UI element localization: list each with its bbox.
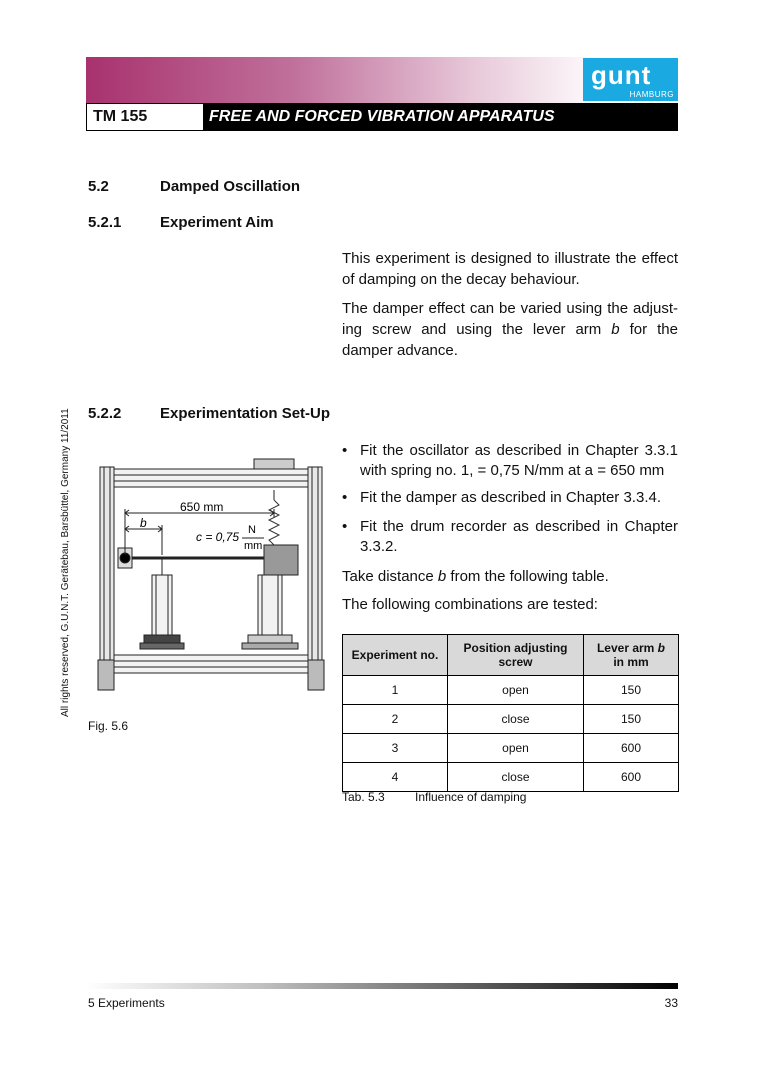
table-row: 1 open 150: [343, 676, 679, 705]
c-label: c = 0,75: [196, 530, 240, 544]
list-item: • Fit the drum recorder as described in Chapter 3.3.2.: [342, 518, 678, 555]
instruction-2: The following combinations are tested:: [342, 596, 598, 613]
column-header: Lever arm b in mm: [584, 635, 679, 676]
product-code: TM 155: [93, 108, 148, 125]
section-title: Experiment Aim: [160, 214, 274, 231]
column-header: Position adjusting screw: [448, 635, 584, 676]
table-caption-text: Influence of damping: [415, 790, 527, 804]
section-number: 5.2.1: [88, 214, 122, 231]
mm-label: mm: [244, 540, 263, 552]
b-label: b: [140, 516, 147, 530]
title-bar: [86, 103, 678, 131]
figure-caption: Fig. 5.6: [88, 719, 129, 733]
footer-chapter: 5 Experiments: [88, 996, 165, 1010]
dim-label: 650 mm: [180, 500, 224, 514]
copyright-side-text: All rights reserved, G.U.N.T. Gerätebau, Barsbüttel, Germany 11/2011: [60, 408, 71, 717]
apparatus-diagram: [96, 455, 334, 707]
table-row: 4 close 600: [343, 763, 679, 792]
instruction-1: Take distance b from the following table.: [342, 568, 609, 585]
list-item: • Fit the damper as described in Chapter 3.3.4.: [342, 489, 661, 506]
aim-text: The damper effect can be varied using the adjust- ing screw and using the lever arm b for the damper advance.: [342, 300, 678, 359]
gunt-logo: gunt HAMBURG: [583, 58, 678, 101]
list-item: • Fit the oscillator as described in Chapter 3.3.1 with spring no. 1, = 0,75 N/mm at a = 650 mm: [342, 442, 678, 479]
table-header-row: [343, 635, 679, 676]
table-row: 2 close 150: [343, 705, 679, 734]
page-number: 33: [664, 996, 678, 1010]
section-number: 5.2.2: [88, 405, 122, 422]
table-row: 3 open 600: [343, 734, 679, 763]
n-label: N: [248, 524, 256, 536]
footer-bar: [86, 983, 678, 989]
combinations-table: [342, 634, 679, 792]
document-title: FREE AND FORCED VIBRATION APPARATUS: [203, 104, 677, 130]
aim-paragraph-1: This experiment is designed to illustrate the effect of damping on the decay behaviour.: [342, 250, 678, 288]
section-title: Damped Oscillation: [160, 178, 301, 195]
table-caption-number: Tab. 5.3: [342, 790, 385, 804]
section-title: Experimentation Set-Up: [160, 405, 331, 422]
aim-paragraph-2: [342, 298, 678, 361]
column-header: Experiment no.: [343, 635, 448, 676]
section-number: 5.2: [88, 178, 109, 195]
